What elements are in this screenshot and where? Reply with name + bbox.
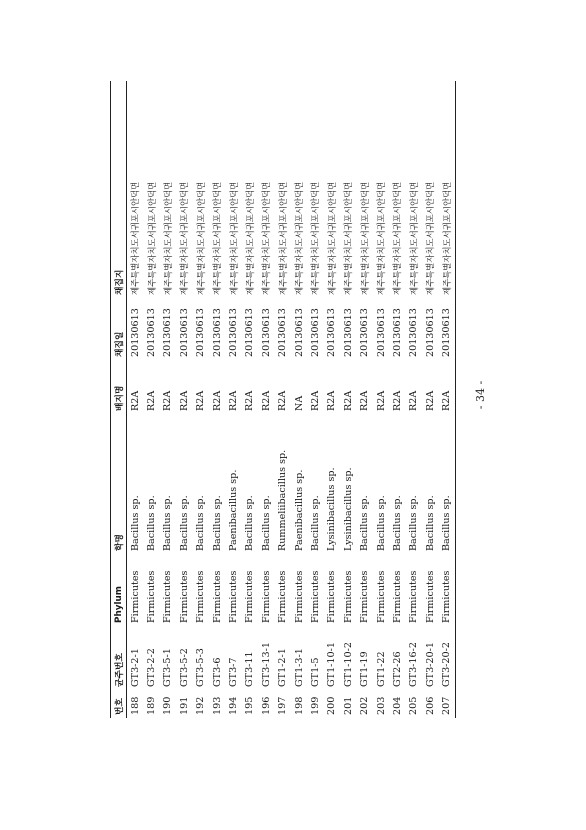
cell-number: 196	[260, 696, 272, 715]
table-row	[143, 81, 159, 718]
cell-collection-site: 제주특별자치도서귀포시안덕면	[195, 181, 206, 295]
cell-number: 190	[162, 696, 174, 715]
cell-collection-date: 20130613	[129, 308, 141, 357]
cell-collection-site: 제주특별자치도서귀포시안덕면	[277, 181, 288, 295]
cell-collection-site: 제주특별자치도서귀포시안덕면	[146, 181, 157, 295]
cell-collection-site: 제주특별자치도서귀포시안덕면	[343, 181, 354, 295]
cell-medium: R2A	[424, 390, 436, 411]
cell-collection-date: 20130613	[359, 308, 371, 357]
cell-medium: R2A	[359, 390, 371, 411]
cell-collection-date: 20130613	[211, 308, 223, 357]
cell-number: 203	[375, 696, 387, 715]
cell-medium: R2A	[228, 390, 240, 411]
strain-table	[110, 81, 456, 718]
cell-scientific-name: Bacillus sp.	[441, 495, 453, 551]
cell-collection-site: 제주특별자치도서귀포시안덕면	[441, 181, 452, 295]
cell-strain-code: GT3-13-1	[260, 642, 272, 687]
cell-strain-code: GT1-3-1	[293, 648, 305, 687]
cell-medium: R2A	[342, 390, 354, 411]
cell-scientific-name: Bacillus sp.	[260, 495, 272, 551]
cell-strain-code: GT3-7	[228, 657, 240, 687]
table-row	[291, 81, 307, 718]
cell-scientific-name: Bacillus sp.	[375, 495, 387, 551]
cell-phylum: Firmicutes	[277, 570, 289, 623]
table-row	[356, 81, 372, 718]
cell-strain-code: GT3-16-2	[408, 642, 420, 687]
cell-collection-site: 제주특별자치도서귀포시안덕면	[326, 181, 337, 295]
cell-medium: R2A	[211, 390, 223, 411]
header-strain-code: 균주번호	[115, 653, 125, 687]
cell-phylum: Firmicutes	[293, 570, 305, 623]
cell-collection-site: 제주특별자치도서귀포시안덕면	[162, 181, 173, 295]
cell-scientific-name: Lysinibacillus sp.	[342, 467, 354, 551]
cell-scientific-name: Paenibacillus sp.	[293, 469, 305, 551]
cell-strain-code: GT1-10-1	[326, 642, 338, 687]
cell-medium: R2A	[277, 390, 289, 411]
cell-scientific-name: Lysinibacillus sp.	[326, 467, 338, 551]
table-row	[389, 81, 405, 718]
cell-scientific-name: Bacillus sp.	[146, 495, 158, 551]
cell-strain-code: GT3-2-1	[129, 648, 141, 687]
cell-phylum: Firmicutes	[309, 570, 321, 623]
cell-medium: R2A	[375, 390, 387, 411]
cell-strain-code: GT2-26	[391, 651, 403, 687]
cell-collection-site: 제주특별자치도서귀포시안덕면	[392, 181, 403, 295]
cell-phylum: Firmicutes	[228, 570, 240, 623]
table-row	[422, 81, 438, 718]
header-number: 번호	[115, 698, 125, 715]
cell-strain-code: GT3-5-2	[178, 648, 190, 687]
cell-collection-date: 20130613	[391, 308, 403, 357]
header-collection-date: 채집일	[115, 331, 125, 357]
cell-phylum: Firmicutes	[424, 570, 436, 623]
cell-collection-site: 제주특별자치도서귀포시안덕면	[376, 181, 387, 295]
cell-collection-date: 20130613	[146, 308, 158, 357]
cell-phylum: Firmicutes	[441, 570, 453, 623]
table-row	[193, 81, 209, 718]
cell-collection-site: 제주특별자치도서귀포시안덕면	[228, 181, 239, 295]
cell-strain-code: GT3-20-1	[424, 642, 436, 687]
cell-number: 201	[342, 696, 354, 715]
cell-medium: R2A	[391, 390, 403, 411]
cell-phylum: Firmicutes	[342, 570, 354, 623]
cell-number: 188	[129, 696, 141, 715]
cell-scientific-name: Bacillus sp.	[195, 495, 207, 551]
cell-number: 202	[359, 696, 371, 715]
cell-collection-date: 20130613	[195, 308, 207, 357]
cell-collection-date: 20130613	[178, 308, 190, 357]
cell-collection-date: 20130613	[277, 308, 289, 357]
cell-phylum: Firmicutes	[359, 570, 371, 623]
cell-strain-code: GT3-6	[211, 657, 223, 687]
cell-scientific-name: Bacillus sp.	[359, 495, 371, 551]
cell-number: 206	[424, 696, 436, 715]
table-row	[209, 81, 225, 718]
cell-strain-code: GT1-10-2	[342, 642, 354, 687]
cell-strain-code: GT3-11	[244, 651, 256, 687]
cell-number: 195	[244, 696, 256, 715]
cell-phylum: Firmicutes	[129, 570, 141, 623]
cell-collection-date: 20130613	[162, 308, 174, 357]
page-number: - 34 -	[474, 380, 487, 410]
cell-medium: R2A	[195, 390, 207, 411]
cell-number: 191	[178, 696, 190, 715]
header-scientific-name: 학명	[115, 534, 125, 551]
cell-number: 205	[408, 696, 420, 715]
cell-strain-code: GT3-20-2	[441, 642, 453, 687]
table-row	[160, 81, 176, 718]
table-row	[324, 81, 340, 718]
table-row	[258, 81, 274, 718]
cell-number: 197	[277, 696, 289, 715]
cell-collection-site: 제주특별자치도서귀포시안덕면	[179, 181, 190, 295]
table-row	[127, 81, 144, 718]
table-row	[340, 81, 356, 718]
header-collection-site: 채집지	[115, 269, 125, 295]
cell-collection-date: 20130613	[293, 308, 305, 357]
table-row	[242, 81, 258, 718]
cell-scientific-name: Bacillus sp.	[408, 495, 420, 551]
cell-collection-date: 20130613	[408, 308, 420, 357]
header-medium: 배지명	[115, 385, 125, 411]
cell-medium: R2A	[178, 390, 190, 411]
cell-scientific-name: Bacillus sp.	[162, 495, 174, 551]
cell-collection-date: 20130613	[309, 308, 321, 357]
cell-strain-code: GT3-5-1	[162, 648, 174, 687]
cell-medium: R2A	[441, 390, 453, 411]
cell-scientific-name: Bacillus sp.	[129, 495, 141, 551]
cell-medium: R2A	[260, 390, 272, 411]
cell-number: 200	[326, 696, 338, 715]
cell-medium: R2A	[408, 390, 420, 411]
cell-scientific-name: Bacillus sp.	[424, 495, 436, 551]
cell-collection-date: 20130613	[441, 308, 453, 357]
cell-number: 204	[391, 696, 403, 715]
cell-collection-date: 20130613	[375, 308, 387, 357]
cell-scientific-name: Rummeliibacillus sp.	[277, 449, 289, 551]
table-row	[438, 81, 455, 718]
cell-number: 194	[228, 696, 240, 715]
header-phylum: Phylum	[113, 586, 124, 623]
cell-scientific-name: Paenibacillus sp.	[228, 469, 240, 551]
cell-phylum: Firmicutes	[195, 570, 207, 623]
cell-collection-site: 제주특별자치도서귀포시안덕면	[359, 181, 370, 295]
table-row	[373, 81, 389, 718]
cell-medium: R2A	[244, 390, 256, 411]
cell-medium: R2A	[129, 390, 141, 411]
cell-phylum: Firmicutes	[178, 570, 190, 623]
cell-medium: R2A	[146, 390, 158, 411]
cell-scientific-name: Bacillus sp.	[178, 495, 190, 551]
cell-strain-code: GT3-5-3	[195, 648, 207, 687]
cell-scientific-name: Bacillus sp.	[391, 495, 403, 551]
cell-scientific-name: Bacillus sp.	[244, 495, 256, 551]
cell-collection-site: 제주특별자치도서귀포시안덕면	[212, 181, 223, 295]
cell-number: 193	[211, 696, 223, 715]
cell-number: 192	[195, 696, 207, 715]
cell-phylum: Firmicutes	[211, 570, 223, 623]
table-body	[127, 81, 456, 718]
table-header-row	[111, 81, 127, 718]
cell-medium: R2A	[162, 390, 174, 411]
cell-collection-site: 제주특별자치도서귀포시안덕면	[310, 181, 321, 295]
cell-strain-code: GT1-19	[359, 651, 371, 687]
cell-collection-site: 제주특별자치도서귀포시안덕면	[294, 181, 305, 295]
cell-phylum: Firmicutes	[146, 570, 158, 623]
table-row	[225, 81, 241, 718]
cell-collection-date: 20130613	[228, 308, 240, 357]
cell-collection-site: 제주특별자치도서귀포시안덕면	[425, 181, 436, 295]
cell-collection-site: 제주특별자치도서귀포시안덕면	[408, 181, 419, 295]
cell-scientific-name: Bacillus sp.	[309, 495, 321, 551]
cell-collection-date: 20130613	[424, 308, 436, 357]
cell-phylum: Firmicutes	[391, 570, 403, 623]
cell-strain-code: GT3-2-2	[146, 648, 158, 687]
cell-medium: NA	[293, 395, 305, 411]
cell-phylum: Firmicutes	[260, 570, 272, 623]
cell-collection-date: 20130613	[244, 308, 256, 357]
cell-strain-code: GT1-2-1	[277, 648, 289, 687]
cell-number: 207	[441, 696, 453, 715]
table-row	[275, 81, 291, 718]
cell-medium: R2A	[309, 390, 321, 411]
table-row	[307, 81, 323, 718]
cell-number: 189	[146, 696, 158, 715]
cell-collection-date: 20130613	[260, 308, 272, 357]
cell-phylum: Firmicutes	[162, 570, 174, 623]
cell-collection-date: 20130613	[342, 308, 354, 357]
cell-collection-site: 제주특별자치도서귀포시안덕면	[261, 181, 272, 295]
table-row	[176, 81, 192, 718]
cell-collection-date: 20130613	[326, 308, 338, 357]
cell-phylum: Firmicutes	[375, 570, 387, 623]
cell-phylum: Firmicutes	[244, 570, 256, 623]
cell-phylum: Firmicutes	[326, 570, 338, 623]
cell-number: 198	[293, 696, 305, 715]
cell-scientific-name: Bacillus sp.	[211, 495, 223, 551]
cell-strain-code: GT1-5	[309, 657, 321, 687]
cell-phylum: Firmicutes	[408, 570, 420, 623]
table-row	[406, 81, 422, 718]
cell-medium: R2A	[326, 390, 338, 411]
cell-number: 199	[309, 696, 321, 715]
cell-collection-site: 제주특별자치도서귀포시안덕면	[130, 181, 141, 295]
cell-strain-code: GT1-22	[375, 651, 387, 687]
strain-table-container	[110, 123, 455, 718]
cell-collection-site: 제주특별자치도서귀포시안덕면	[244, 181, 255, 295]
